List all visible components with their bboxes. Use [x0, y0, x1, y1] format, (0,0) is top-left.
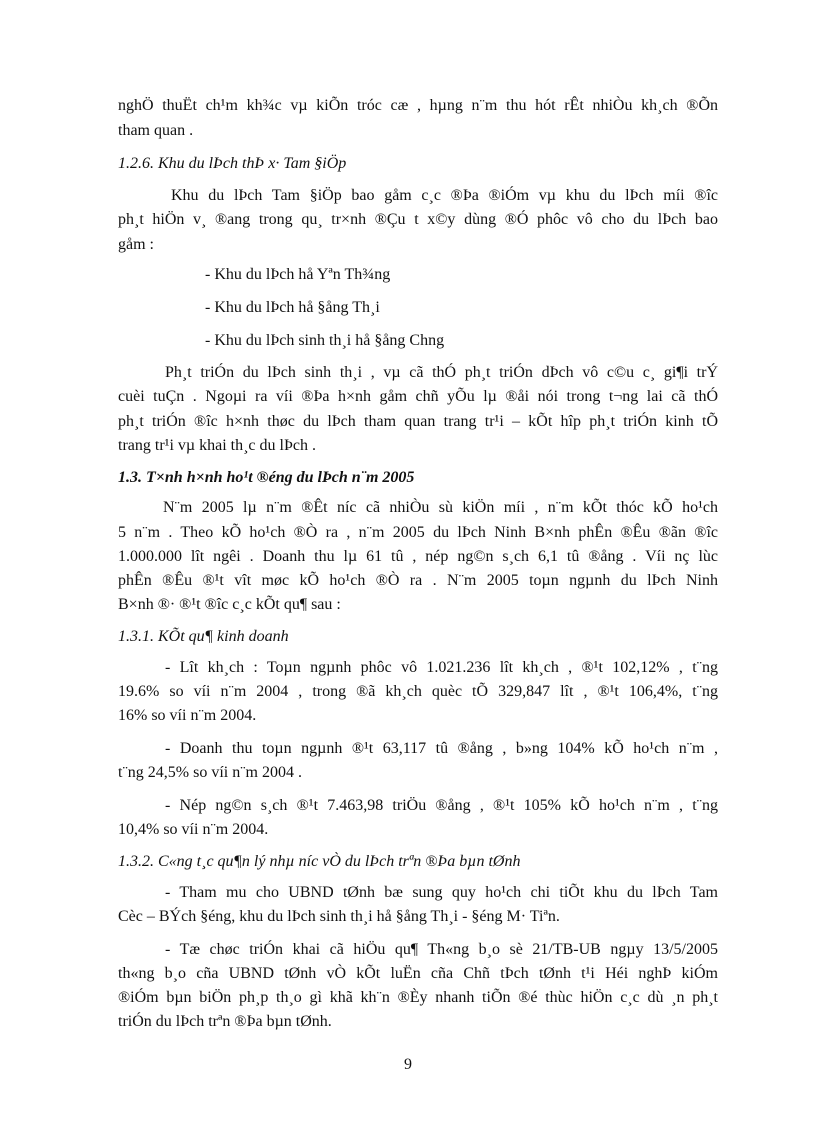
section-heading-1-3-2: 1.3.2. C«ng t¸c qu¶n lý nhµ níc vÒ du lÞch trªn ®Þa bµn tØnh: [118, 853, 521, 870]
para-tamdiep-line-1: Khu du lÞch Tam §iÖp bao gåm c¸c ®Þa ®iÓm vµ khu du lÞch míi ®îc: [171, 187, 718, 204]
bullet-item: - Khu du lÞch hå §ång Th¸i: [205, 299, 380, 316]
para-visitors-line-1: - Lît kh¸ch : Toµn ngµnh phôc vô 1.021.236 lît kh¸ch , ®¹t 102,12% , t¨ng: [165, 659, 718, 676]
intro-line-2: tham quan .: [118, 122, 194, 139]
bullet-item: - Khu du lÞch hå Yªn Th¾ng: [205, 266, 391, 283]
para-org-line-3: ®iÓm bµn biÖn ph¸p th¸o gì khã kh¨n ®Èy nhanh tiÕn ®é thùc hiÖn c¸c dù ¸n ph¸t: [118, 989, 718, 1006]
para-2005-line-3: 1.000.000 lît ngêi . Doanh thu lµ 61 tû , nép ng©n s¸ch 6,1 tû ®ång . Víi nç lùc: [118, 548, 718, 565]
section-heading-1-2-6: 1.2.6. Khu du lÞch thÞ x· Tam §iÖp: [118, 155, 347, 172]
para-advise-line-2: Cèc – BÝch §éng, khu du lÞch sinh th¸i hå §ång Th¸i - §éng M· Tiªn.: [118, 908, 560, 925]
para-2005-line-1: N¨m 2005 lµ n¨m ®Êt níc cã nhiÒu sù kiÖn míi , n¨m kÕt thóc kÕ ho¹ch: [163, 499, 718, 516]
para-budget-line-1: - Nép ng©n s¸ch ®¹t 7.463,98 triÖu ®ång , ®¹t 105% kÕ ho¹ch n¨m , t¨ng: [165, 797, 718, 814]
para-advise-line-1: - Tham mu cho UBND tØnh bæ sung quy ho¹ch chi tiÕt khu du lÞch Tam: [165, 884, 718, 901]
para-visitors-line-3: 16% so víi n¨m 2004.: [118, 707, 257, 724]
para-tamdiep-line-2: ph¸t hiÖn v¸ ®ang trong qu¸ tr×nh ®Çu t x©y dùng ®Ó phôc vô cho du lÞch bao: [118, 211, 718, 228]
para-2005-line-2: 5 n¨m . Theo kÕ ho¹ch ®Ò ra , n¨m 2005 du lÞch Ninh B×nh phÊn ®Êu ®ãn ®îc: [118, 524, 718, 541]
section-heading-1-3: 1.3. T×nh h×nh ho¹t ®éng du lÞch n¨m 2005: [118, 469, 415, 486]
para-budget-line-2: 10,4% so víi n¨m 2004.: [118, 821, 269, 838]
para-2005-line-5: B×nh ®· ®¹t ®îc c¸c kÕt qu¶ sau :: [118, 596, 341, 613]
bullet-item: - Khu du lÞch sinh th¸i hå §ång Chng: [205, 332, 445, 349]
section-heading-1-3-1: 1.3.1. KÕt qu¶ kinh doanh: [118, 628, 289, 645]
para-2005-line-4: phÊn ®Êu ®¹t vît møc kÕ ho¹ch ®Ò ra . N¨m 2005 toµn ngµnh du lÞch Ninh: [118, 572, 718, 589]
para-tamdiep-line-3: gåm :: [118, 236, 154, 253]
para-org-line-1: - Tæ chøc triÓn khai cã hiÖu qu¶ Th«ng b¸o sè 21/TB-UB ngµy 13/5/2005: [165, 941, 718, 958]
para-dev-line-1: Ph¸t triÓn du lÞch sinh th¸i , vµ cã thÓ ph¸t triÓn dÞch vô c©u c¸ gi¶i trÝ: [165, 364, 718, 381]
para-org-line-2: th«ng b¸o cña UBND tØnh vÒ kÕt luËn cña Chñ tÞch tØnh t¹i Héi nghÞ kiÓm: [118, 965, 718, 982]
para-org-line-4: triÓn du lÞch trªn ®Þa bµn tØnh.: [118, 1013, 332, 1030]
para-dev-line-4: trang tr¹i vµ khai th¸c du lÞch .: [118, 437, 316, 454]
intro-line-1: nghÖ thuËt ch¹m kh¾c vµ kiÕn tróc cæ , hµng n¨m thu hót rÊt nhiÒu kh¸ch ®Õn: [118, 97, 718, 114]
para-visitors-line-2: 19.6% so víi n¨m 2004 , trong ®ã kh¸ch quèc tÕ 329,847 lît , ®¹t 106,4%, t¨ng: [118, 683, 718, 700]
para-dev-line-3: ph¸t triÓn ®îc h×nh thøc du lÞch tham quan trang tr¹i – kÕt hîp ph¸t triÓn kinh tÕ: [118, 413, 718, 430]
para-dev-line-2: cuèi tuÇn . Ngoµi ra víi ®Þa h×nh gåm chñ yÕu lµ ®åi nói trong t¬ng lai cã thÓ: [118, 388, 718, 405]
para-revenue-line-2: t¨ng 24,5% so víi n¨m 2004 .: [118, 764, 302, 781]
page-number: 9: [404, 1056, 412, 1073]
para-revenue-line-1: - Doanh thu toµn ngµnh ®¹t 63,117 tû ®ång , b»ng 104% kÕ ho¹ch n¨m ,: [165, 740, 718, 757]
